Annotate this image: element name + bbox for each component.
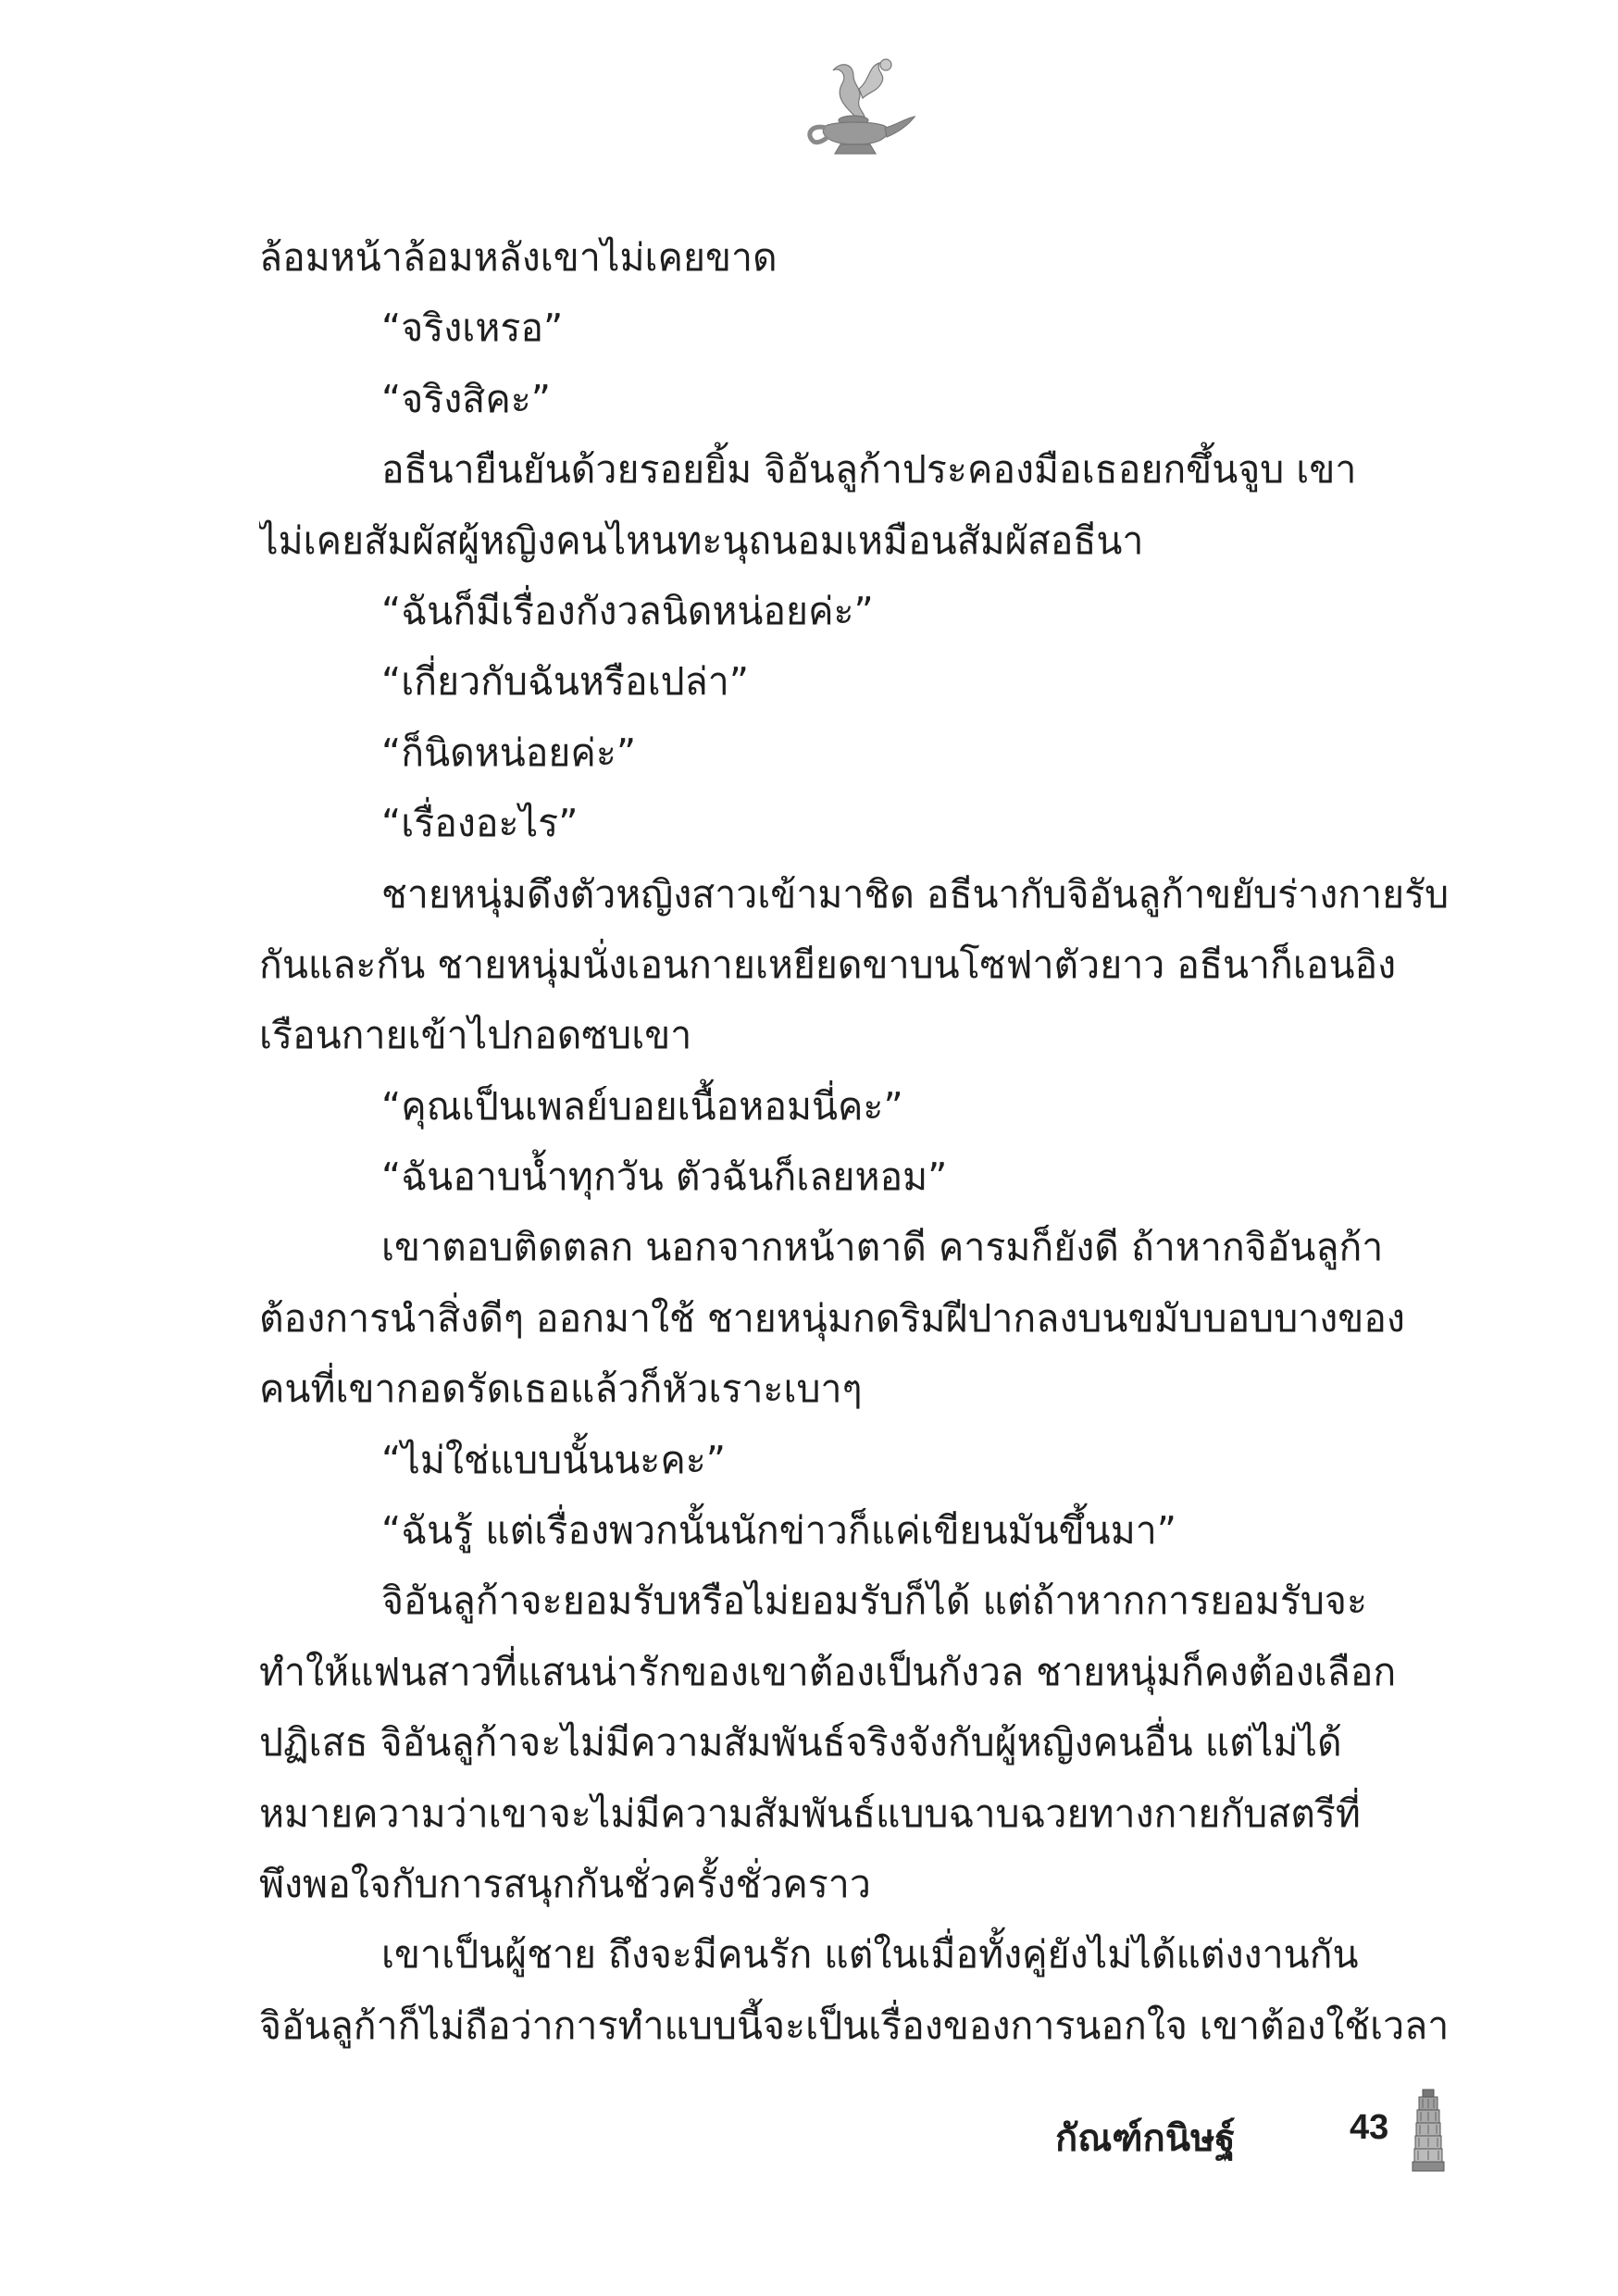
text-line: “เรื่องอะไร”: [381, 801, 579, 846]
text-line: พึงพอใจกับการสนุกกันชั่วครั้งชั่วคราว: [259, 1861, 871, 1906]
text-line: ชายหนุ่มดึงตัวหญิงสาวเข้ามาชิด อธีนากับจิอันลูก้าขยับร่างกายรับ: [381, 871, 1450, 917]
text-line: “จริงเหรอ”: [381, 306, 564, 351]
text-line: จิอันลูก้าจะยอมรับหรือไม่ยอมรับก็ได้ แต่ถ้าหากการยอมรับจะ: [381, 1578, 1367, 1624]
text-line: “ไม่ใช่แบบนั้นนะคะ”: [381, 1437, 727, 1482]
text-line: เรือนกายเข้าไปกอดซบเขา: [259, 1013, 692, 1058]
text-line: ล้อมหน้าล้อมหลังเขาไม่เคยขาด: [259, 235, 778, 280]
text-line: อธีนายืนยันด้วยรอยยิ้ม จิอันลูก้าประคองมือเธอยกขึ้นจูบ เขา: [381, 447, 1357, 493]
text-line: ต้องการนำสิ่งดีๆ ออกมาใช้ ชายหนุ่มกดริมฝีปากลงบนขมับบอบบางของ: [259, 1295, 1405, 1341]
text-line: คนที่เขากอดรัดเธอแล้วก็หัวเราะเบาๆ: [259, 1366, 863, 1412]
text-line: จิอันลูก้าก็ไม่ถือว่าการทำแบบนี้จะเป็นเรื่องของการนอกใจ เขาต้องใช้เวลา: [259, 2003, 1450, 2048]
text-line: ไม่เคยสัมผัสผู้หญิงคนไหนทะนุถนอมเหมือนสัมผัสอธีนา: [259, 518, 1144, 563]
text-line: กันและกัน ชายหนุ่มนั่งเอนกายเหยียดขาบนโซฟาตัวยาว อธีนาก็เอนอิง: [259, 942, 1397, 987]
leaning-tower-icon: [1410, 2088, 1447, 2173]
genie-lamp-icon: [798, 52, 918, 161]
text-line: “ฉันรู้ แต่เรื่องพวกนั้นนักข่าวก็แค่เขียนมันขึ้นมา”: [381, 1508, 1176, 1554]
text-line: เขาตอบติดตลก นอกจากหน้าตาดี คารมก็ยังดี ถ้าหากจิอันลูก้า: [381, 1225, 1384, 1270]
text-line: “ก็นิดหน่อยค่ะ”: [381, 730, 637, 775]
text-line: “คุณเป็นเพลย์บอยเนื้อหอมนี่คะ”: [381, 1083, 903, 1129]
author-name: กัณฑ์กนิษฐ์: [1055, 2117, 1236, 2160]
text-line: ปฏิเสธ จิอันลูก้าจะไม่มีความสัมพันธ์จริงจังกับผู้หญิงคนอื่น แต่ไม่ได้: [259, 1720, 1342, 1766]
text-line: เขาเป็นผู้ชาย ถึงจะมีคนรัก แต่ในเมื่อทั้งคู่ยังไม่ได้แต่งงานกัน: [381, 1932, 1359, 1978]
text-line: “ฉันก็มีเรื่องกังวลนิดหน่อยค่ะ”: [381, 588, 874, 633]
text-line: “เกี่ยวกับฉันหรือเปล่า”: [381, 659, 750, 705]
page-footer: [1055, 2088, 1462, 2180]
text-line: “จริงสิคะ”: [381, 376, 552, 421]
text-line: ทำให้แฟนสาวที่แสนน่ารักของเขาต้องเป็นกังวล ชายหนุ่มก็คงต้องเลือก: [259, 1649, 1397, 1694]
text-line: หมายความว่าเขาจะไม่มีความสัมพันธ์แบบฉาบฉวยทางกายกับสตรีที่: [259, 1791, 1361, 1836]
text-line: “ฉันอาบน้ำทุกวัน ตัวฉันก็เลยหอม”: [381, 1154, 948, 1200]
body-text: [259, 222, 1462, 2061]
page-number: 43: [1350, 2108, 1389, 2147]
